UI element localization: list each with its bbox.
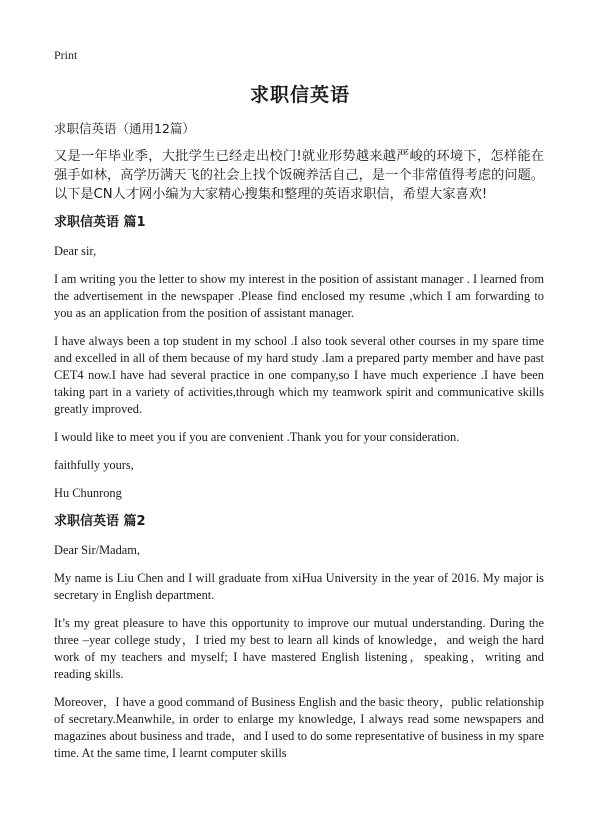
- intro-paragraph: 又是一年毕业季，大批学生已经走出校门!就业形势越来越严峻的环境下，怎样能在强手如林，高学历满天飞的社会上找个饭碗养活自己，是一个非常值得考虑的问题。以下是CN人才网小编为大家精心搜集和整理的英语求职信，希望大家喜欢!: [54, 149, 544, 202]
- letter-closing: faithfully yours,: [54, 458, 134, 472]
- letter-section-2: [54, 513, 544, 762]
- print-label[interactable]: Print: [54, 48, 78, 62]
- letter-paragraph: I am writing you the letter to show my interest in the position of assistant manager . I learned from the advertisement in the newspaper .Please find enclosed my resume ,which I am forwarding to you as an application from the position of assistant manager.: [54, 272, 544, 320]
- section-heading: 求职信英语 篇1: [54, 215, 146, 230]
- section-heading: 求职信英语 篇2: [54, 514, 146, 529]
- letter-paragraph: It’s my great pleasure to have this opportunity to improve our mutual understanding. During the three –year college study，I tried my best to learn all kinds of knowledge，and weigh the hard work of my teachers and myself; I have mastered English listening，speaking，writing and reading skills.: [54, 616, 544, 681]
- document-title: 求职信英语: [249, 84, 350, 106]
- letter-paragraph: Moreover，I have a good command of Business English and the basic theory，public relationship of secretary.Meanwhile, in order to enlarge my knowledge, I always read some newspapers and magazines about business and trade，and I used to do some representative of business in my spare time. At the same time, I learnt computer skills: [54, 695, 544, 760]
- letter-section-1: [54, 214, 544, 502]
- letter-paragraph: My name is Liu Chen and I will graduate from xiHua University in the year of 2016. My major is secretary in English department.: [54, 571, 544, 602]
- letter-greeting: Dear Sir/Madam,: [54, 543, 141, 557]
- document-subtitle: 求职信英语（通用12篇）: [54, 121, 195, 136]
- letter-paragraph: I have always been a top student in my school .I also took several other courses in my spare time and excelled in all of them because of my hard study .Iam a prepared party member and have past CET4 now.I have had several practice in one company,so I have much experience .I have been taking part in a variety of activities,through which my teamwork spirit and communicative skills greatly improved.: [54, 334, 544, 416]
- document-body: [54, 120, 544, 773]
- letter-signature: Hu Chunrong: [54, 486, 122, 500]
- letter-greeting: Dear sir,: [54, 244, 97, 258]
- letter-paragraph: I would like to meet you if you are convenient .Thank you for your consideration.: [54, 430, 460, 444]
